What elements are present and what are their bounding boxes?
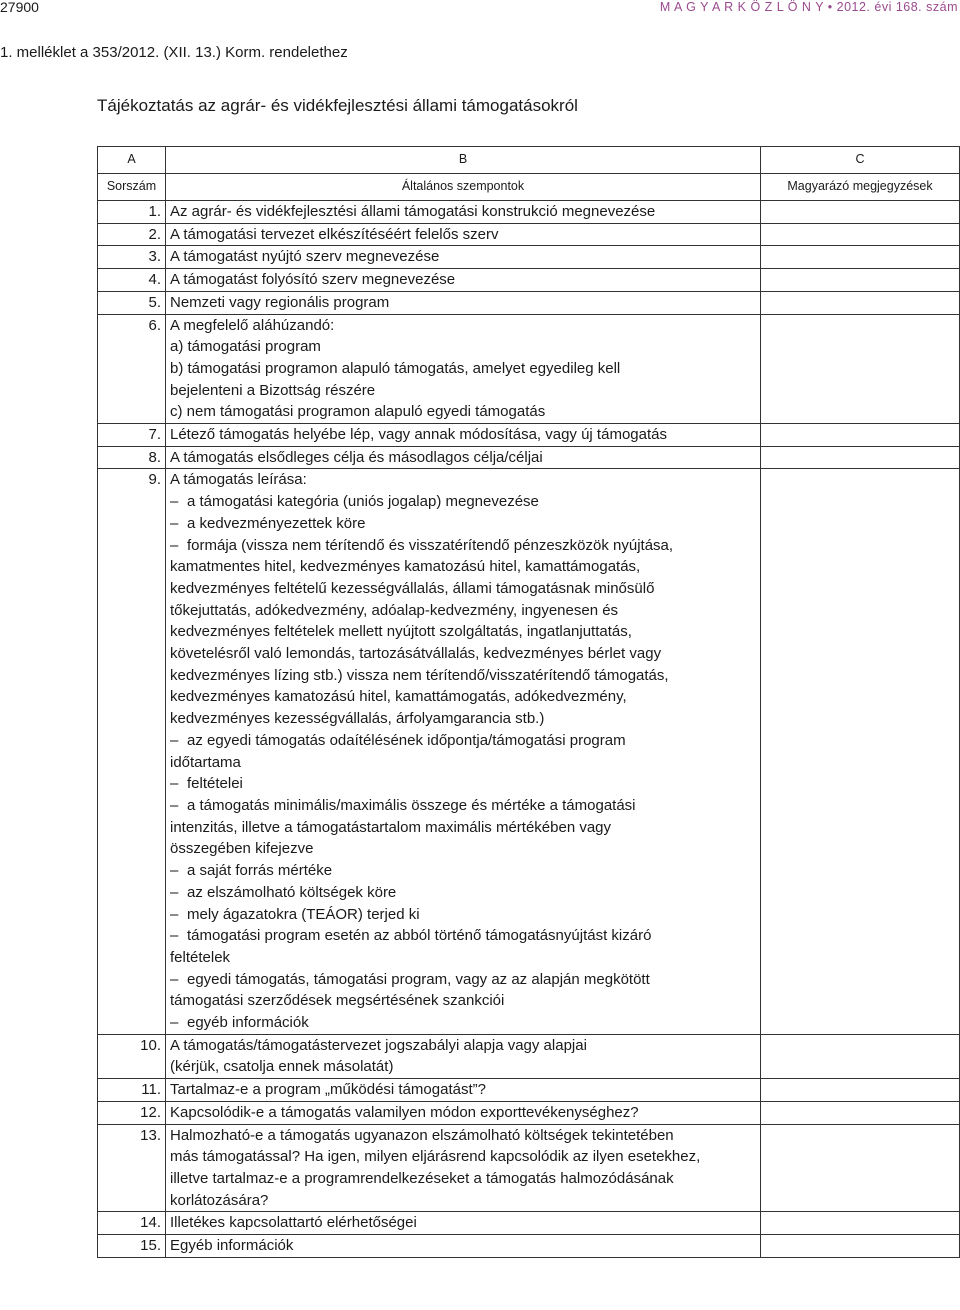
dash-item-continuation: összegében kifejezve (170, 840, 314, 858)
dash-list-item (170, 491, 756, 513)
running-head: M A G Y A R K Ö Z L Ö N Y • 2012. évi 168. szám (659, 0, 958, 14)
criterion-line: A támogatást folyósító szerv megnevezése (170, 271, 456, 289)
dash-item-text: az egyedi támogatás odaítélésének időpontja/támogatási program (187, 731, 626, 749)
dash-item-continuation: kedvezményes kamatozású hitel, kamattámogatás, adókedvezmény, (170, 688, 627, 706)
row-note (761, 269, 960, 292)
row-note (761, 1235, 960, 1258)
row-note (761, 1079, 960, 1102)
dash-bullet-icon: – (170, 796, 179, 814)
dash-bullet-icon: – (170, 775, 179, 793)
dash-list-item (170, 969, 756, 991)
row-criterion (166, 314, 761, 424)
dash-item-text: támogatási program esetén az abból történő támogatásnyújtást kizáró (187, 927, 652, 945)
dash-item-continuation: kamatmentes hitel, kedvezményes kamatozású hitel, kamattámogatás, (170, 558, 641, 576)
dash-bullet-icon: – (170, 1014, 179, 1032)
row-note (761, 469, 960, 1034)
dash-list-item (170, 860, 756, 882)
row-number: 12. (98, 1101, 166, 1124)
table-row (98, 269, 960, 292)
criterion-line: b) támogatási programon alapuló támogatás, amelyet egyedileg kell (170, 359, 621, 377)
column-letter-c: C (761, 147, 960, 174)
column-letter-a: A (98, 147, 166, 174)
criterion-line: A támogatás elsődleges célja és másodlagos célja/céljai (170, 448, 543, 466)
row-number: 4. (98, 269, 166, 292)
dash-list-item (170, 513, 756, 535)
row-note (761, 424, 960, 447)
criterion-line: A támogatási tervezet elkészítéséért felelős szerv (170, 225, 499, 243)
dash-bullet-icon: – (170, 905, 179, 923)
document-title: Tájékoztatás az agrár- és vidékfejlesztési állami támogatásokról (97, 96, 578, 115)
dash-list-item (170, 535, 756, 557)
dash-item-continuation: feltételek (170, 948, 231, 966)
dash-bullet-icon: – (170, 862, 179, 880)
dash-item-text: a kedvezményezettek köre (187, 514, 366, 532)
row-number: 3. (98, 246, 166, 269)
table-row (98, 314, 960, 424)
row-criterion (166, 446, 761, 469)
row-number: 13. (98, 1124, 166, 1212)
row-note (761, 1034, 960, 1078)
dash-item-text: formája (vissza nem térítendő és visszatérítendő pénzeszközök nyújtása, (187, 536, 674, 554)
row-number: 10. (98, 1034, 166, 1078)
row-number: 9. (98, 469, 166, 1034)
dash-item-text: az elszámolható költségek köre (187, 883, 397, 901)
dash-list-item (170, 904, 756, 926)
criterion-line: korlátozására? (170, 1191, 269, 1209)
dash-item-continuation: követelésről való lemondás, tartozásátvállalás, kedvezményes bérlet vagy (170, 645, 662, 663)
row-criterion (166, 1034, 761, 1078)
dash-bullet-icon: – (170, 514, 179, 532)
table-row (98, 1212, 960, 1235)
dash-item-text: egyedi támogatás, támogatási program, vagy az az alapján megkötött (187, 970, 650, 988)
row-note (761, 446, 960, 469)
row-note (761, 201, 960, 224)
table-row (98, 223, 960, 246)
row-note (761, 223, 960, 246)
row-number: 1. (98, 201, 166, 224)
dash-item-text: egyéb információk (187, 1014, 309, 1032)
column-header-szempontok: Általános szempontok (166, 174, 761, 201)
table-row (98, 469, 960, 1034)
criterion-line: Az agrár- és vidékfejlesztési állami támogatási konstrukció megnevezése (170, 203, 656, 220)
criterion-intro: A támogatás leírása: (170, 471, 307, 489)
table-row (98, 1124, 960, 1212)
dash-bullet-icon: – (170, 493, 179, 511)
table-row (98, 424, 960, 447)
row-criterion (166, 1124, 761, 1212)
criterion-line: Kapcsolódik-e a támogatás valamilyen módon exporttevékenységhez? (170, 1103, 639, 1121)
criterion-line: Tartalmaz-e a program „működési támogatást”? (170, 1081, 486, 1099)
criterion-line: A megfelelő aláhúzandó: (170, 316, 335, 334)
criterion-line: a) támogatási program (170, 338, 321, 356)
dash-bullet-icon: – (170, 927, 179, 945)
table-row (98, 201, 960, 224)
criterion-line: illetve tartalmaz-e a programrendelkezéseket a támogatás halmozódásának (170, 1169, 674, 1187)
criterion-line: Illetékes kapcsolattartó elérhetőségei (170, 1214, 417, 1232)
row-criterion (166, 424, 761, 447)
criterion-line: A támogatás/támogatástervezet jogszabályi alapja vagy alapjai (170, 1036, 587, 1054)
dash-item-continuation: időtartama (170, 753, 241, 771)
column-letter-row (98, 147, 960, 174)
row-criterion (166, 201, 761, 224)
row-criterion (166, 1212, 761, 1235)
table-row (98, 446, 960, 469)
row-note (761, 1212, 960, 1235)
dash-item-continuation: tőkejuttatás, adókedvezmény, adóalap-kedvezmény, ingyenesen és (170, 601, 619, 619)
row-criterion (166, 269, 761, 292)
page-number: 27900 (0, 0, 39, 15)
row-criterion (166, 291, 761, 314)
dash-bullet-icon: – (170, 731, 179, 749)
criterion-line: bejelenteni a Bizottság részére (170, 381, 376, 399)
row-note (761, 314, 960, 424)
dash-item-continuation: támogatási szerződések megsértésének szankciói (170, 992, 505, 1010)
dash-item-continuation: kedvezményes feltételű kezességvállalás, állami támogatásnak minősülő (170, 579, 655, 597)
dash-bullet-icon: – (170, 970, 179, 988)
criterion-line: Nemzeti vagy regionális program (170, 293, 390, 311)
dash-list-item (170, 795, 756, 817)
dash-item-continuation: intenzitás, illetve a támogatástartalom maximális mértékében vagy (170, 818, 612, 836)
dash-list-item (170, 1012, 756, 1034)
dash-item-text: mely ágazatokra (TEÁOR) terjed ki (187, 905, 420, 923)
dash-list-item (170, 730, 756, 752)
table-row (98, 1034, 960, 1078)
dash-bullet-icon: – (170, 883, 179, 901)
criterion-line: más támogatással? Ha igen, milyen eljárásrend kapcsolódik az ilyen esetekhez, (170, 1148, 701, 1166)
row-note (761, 246, 960, 269)
row-note (761, 1101, 960, 1124)
support-info-table (97, 146, 960, 1258)
dash-item-text: a támogatási kategória (uniós jogalap) megnevezése (187, 493, 539, 511)
row-number: 6. (98, 314, 166, 424)
dash-item-text: feltételei (187, 775, 243, 793)
dash-list-item (170, 882, 756, 904)
table-row (98, 1079, 960, 1102)
table-row (98, 291, 960, 314)
table-row (98, 1235, 960, 1258)
column-header-megjegyzesek: Magyarázó megjegyzések (761, 174, 960, 201)
row-number: 11. (98, 1079, 166, 1102)
criterion-line: c) nem támogatási programon alapuló egyedi támogatás (170, 403, 546, 421)
criterion-line: (kérjük, csatolja ennek másolatát) (170, 1058, 394, 1076)
page-header (0, 0, 960, 20)
row-criterion (166, 1101, 761, 1124)
dash-item-continuation: kedvezményes lízing stb.) vissza nem térítendő/visszatérítendő támogatás, (170, 666, 669, 684)
row-criterion (166, 1235, 761, 1258)
row-number: 15. (98, 1235, 166, 1258)
dash-item-continuation: kedvezményes feltételek mellett nyújtott szolgáltatás, ingatlanjuttatás, (170, 623, 632, 641)
column-header-row (98, 174, 960, 201)
row-number: 7. (98, 424, 166, 447)
dash-item-text: a támogatás minimális/maximális összege és mértéke a támogatási (187, 796, 636, 814)
row-note (761, 291, 960, 314)
dash-item-continuation: kedvezményes kezességvállalás, árfolyamgarancia stb.) (170, 710, 545, 728)
row-criterion (166, 223, 761, 246)
table-row (98, 246, 960, 269)
annex-reference: 1. melléklet a 353/2012. (XII. 13.) Korm. rendelethez (0, 44, 348, 61)
dash-item-text: a saját forrás mértéke (187, 862, 333, 880)
row-number: 8. (98, 446, 166, 469)
row-criterion (166, 469, 761, 1034)
dash-bullet-icon: – (170, 536, 179, 554)
row-note (761, 1124, 960, 1212)
row-number: 14. (98, 1212, 166, 1235)
criterion-line: Létező támogatás helyébe lép, vagy annak módosítása, vagy új támogatás (170, 426, 667, 444)
table-row (98, 1101, 960, 1124)
dash-list-item (170, 773, 756, 795)
dash-list-item (170, 925, 756, 947)
row-criterion (166, 246, 761, 269)
row-number: 5. (98, 291, 166, 314)
row-criterion (166, 1079, 761, 1102)
column-letter-b: B (166, 147, 761, 174)
row-number: 2. (98, 223, 166, 246)
criterion-line: Egyéb információk (170, 1237, 294, 1255)
criterion-line: A támogatást nyújtó szerv megnevezése (170, 248, 440, 266)
column-header-sorszam: Sorszám (98, 174, 166, 201)
criterion-line: Halmozható-e a támogatás ugyanazon elszámolható költségek tekintetében (170, 1126, 674, 1144)
